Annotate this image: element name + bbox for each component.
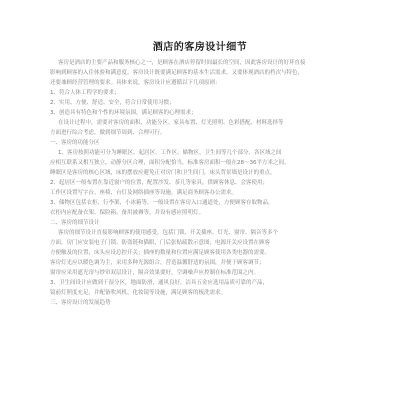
document-line: 方面进行综合考虑，做到细节周到、合理可行。: [50, 130, 166, 136]
document-line: 在设计过程中，需要对客房的面积、功能分区、家具布置、灯光照明、色彩搭配、材料选择等: [58, 120, 284, 126]
document-line: 3、卫生间设计应做到干湿分区，地面防滑，通风良好，洁具五金应选用品质可靠的产品，: [50, 280, 269, 286]
document-line: 应相互联系又相互独立，动静分区合理，面积分配恰当，标准客房面积一般在28～36平方米之间。: [50, 160, 290, 166]
document-line: 方便触及的位置，床头应设总控开关；插座的数量和位置应满足顾客使用各类电器的需要。: [50, 250, 271, 256]
document-line: 方面。房门应安装电子门锁、防盗链和猫眼，门后张贴疏散示意图；电源开关应设置在顾客: [50, 240, 271, 246]
document-line: 衣柜内应配备衣架、保险箱、备用被褥等，并设有感应照明灯。: [50, 210, 205, 216]
document-line: 客房的细节设计直接影响顾客的使用感受，包括门锁、开关插座、灯光、窗帘、隔音等多个: [58, 230, 279, 236]
document-line: 客房是酒店的主要产品和服务核心之一，是顾客在酒店停留时间最长的空间，因此客房设计的好坏直接: [58, 60, 306, 66]
document-line: 窗帘应采用遮光帘与纱帘双层设计，隔音效果要好，空调噪声应控制在标准范围之内。: [50, 270, 260, 276]
document-body: [50, 58, 350, 408]
document-line: 3、储物区包括衣柜、行李架、小冰箱等，一般设置在客房入口通道处，方便顾客存取物品，: [50, 200, 274, 206]
document-line: 2、起居区一般布置在靠近窗户的位置，配置沙发、茶几等家具，供顾客休息、会客使用；: [50, 180, 269, 186]
document-line: 工作区设置写字台、座椅、台灯及网络插座等设施，满足商务顾客办公需求。: [50, 190, 238, 196]
document-line: 三、客房设计的发展趋势: [50, 300, 111, 306]
document-line: 二、客房的细节设计: [50, 220, 100, 226]
document-line: 影响到顾客的入住体验和满意度。客房设计既要满足顾客的基本生活需求，又要体现酒店的档次与特色，: [50, 70, 304, 76]
document-line: 1、客房按照功能可分为睡眠区、起居区、工作区、储物区、卫生间等几个部分，各区域之间: [58, 150, 282, 156]
document-title: 酒店的客房设计细节: [152, 42, 248, 53]
document-line: 镜前灯照度充足，并配备吹风机、化妆镜等设施，满足顾客的梳洗需求。: [50, 290, 227, 296]
document-line: 还要兼顾经营管理的要求。具体来说，客房设计应遵循以下几项原则：: [50, 80, 221, 86]
document-line: 睡眠区是客房的核心区域，床的摆放应避免正对房门和卫生间门，床头背景墙是设计的重点。: [50, 170, 276, 176]
document-line: 3、创造具有特色和个性的环境氛围，满足顾客的心理需求；: [50, 110, 197, 116]
document-line: 一、客房的功能分区: [50, 140, 100, 146]
document-line: 1、符合人体工程学的要求；: [50, 90, 120, 96]
document-line: 客房灯光应以暖色调为主，采用多种光源组合，营造温馨舒适的氛围，并便于顾客调节；: [50, 260, 265, 266]
document-line: 2、实用、方便、舒适、安全，符合日常使用习惯；: [50, 100, 175, 106]
